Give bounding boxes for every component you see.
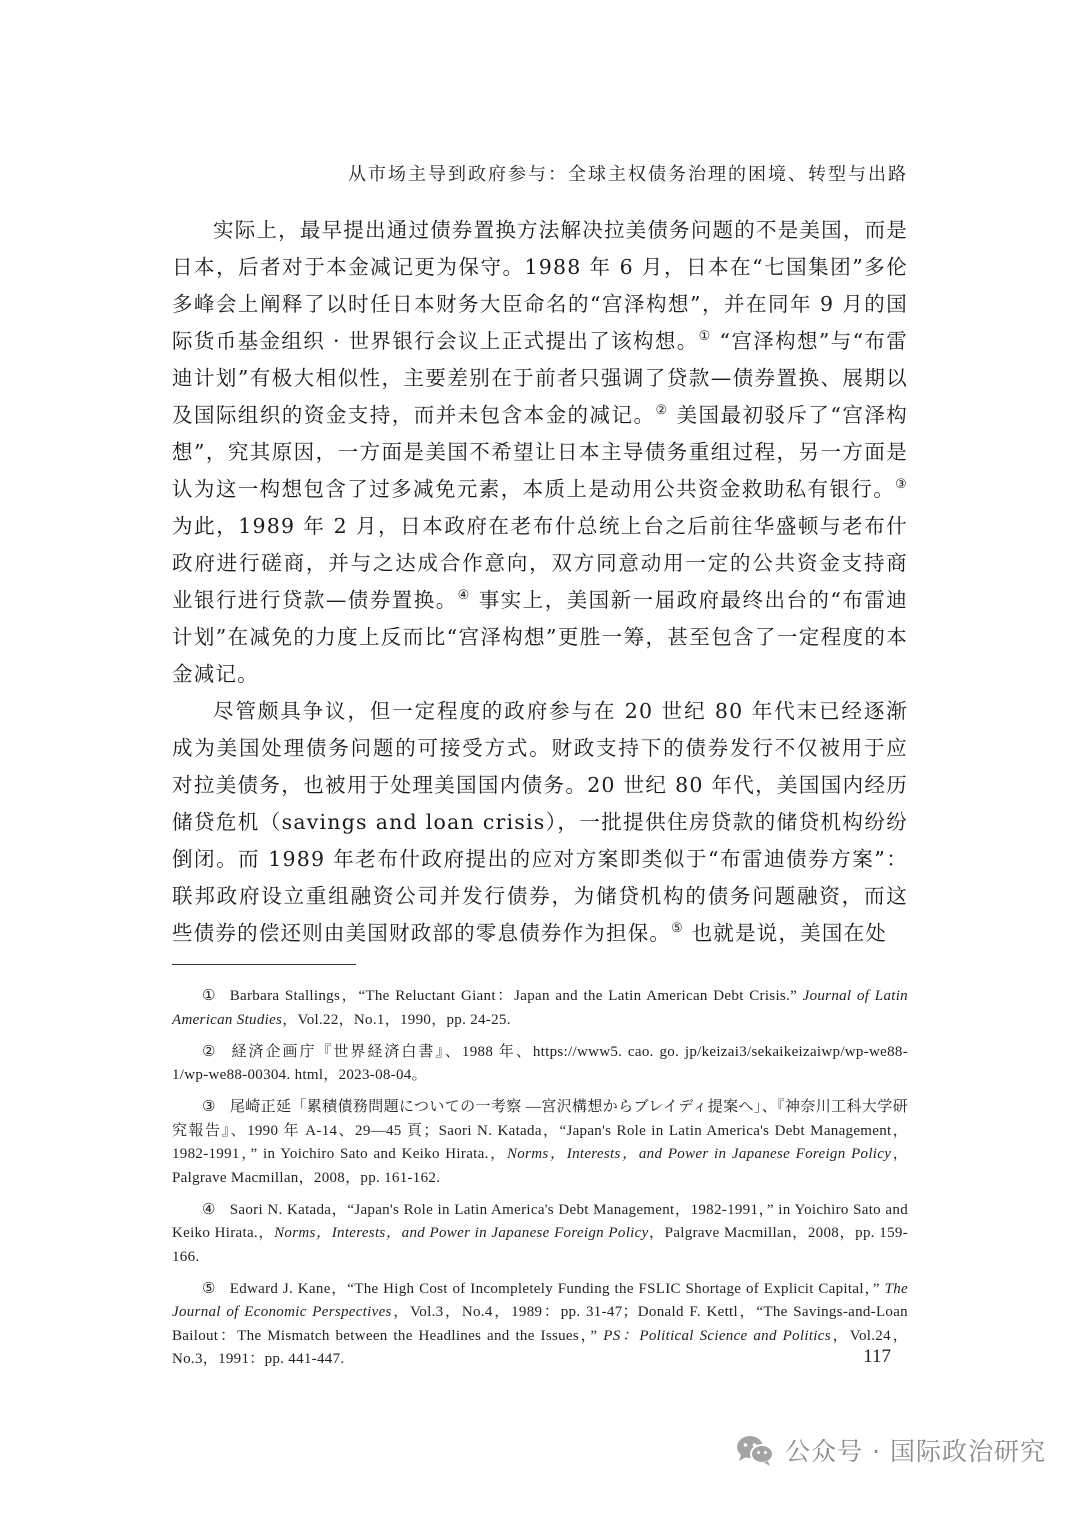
footnote: ① Barbara Stallings，“The Reluctant Giant：Japan and the Latin American Debt Crisis.” Journal of Latin American Studies，Vol.22，No.1，1990，pp. 24-25.	[172, 985, 908, 1032]
footnote-number: ②	[202, 1043, 216, 1060]
italic-title: Norms，Interests，and Power in Japanese Foreign Policy	[274, 1225, 649, 1241]
paragraph: 尽管颇具争议，但一定程度的政府参与在 20 世纪 80 年代末已经逐渐成为美国处理债务问题的可接受方式。财政支持下的债券发行不仅被用于应对拉美债务，也被用于处理美国国内债务。20 世纪 80 年代，美国国内经历储贷危机（savings and loan crisis），一批提供住房贷款的储贷机构纷纷倒闭。而 1989 年老布什政府提出的应对方案即类似于“布雷迪债券方案”：联邦政府设立重组融资公司并发行债券，为储贷机构的债务问题融资，而这些债券的偿还则由美国财政部的零息债券作为担保。⑤ 也就是说，美国在处	[172, 699, 908, 945]
footnote-number: ⑤	[202, 1280, 216, 1297]
footnote-marker: ⑤	[671, 921, 684, 937]
running-header: 从市场主导到政府参与：全球主权债务治理的困境、转型与出路	[348, 164, 908, 185]
footnote-marker: ③	[895, 477, 908, 493]
paragraph: 实际上，最早提出通过债券置换方法解决拉美债务问题的不是美国，而是日本，后者对于本金减记更为保守。1988 年 6 月，日本在“七国集团”多伦多峰会上阐释了以时任日本财务大臣命名的“宫泽构想”，并在同年 9 月的国际货币基金组织 · 世界银行会议上正式提出了该构想。① “宫泽构想”与“布雷迪计划”有极大相似性，主要差别在于前者只强调了贷款—债券置换、展期以及国际组织的资金支持，而并未包含本金的减记。② 美国最初驳斥了“宫泽构想”，究其原因，一方面是美国不希望让日本主导债务重组过程，另一方面是认为这一构想包含了过多减免元素，本质上是动用公共资金救助私有银行。③ 为此，1989 年 2 月，日本政府在老布什总统上台之后前往华盛顿与老布什政府进行磋商，并与之达成合作意向，双方同意动用一定的公共资金支持商业银行进行贷款—债券置换。④ 事实上，美国新一届政府最终出台的“布雷迪计划”在减免的力度上反而比“宫泽构想”更胜一筹，甚至包含了一定程度的本金减记。	[172, 218, 908, 686]
italic-title: PS：Political Science and Politics	[603, 1327, 831, 1344]
footnote-number: ①	[202, 988, 216, 1004]
italic-title: Journal of Latin American Studies	[172, 988, 908, 1028]
footnote-marker: ①	[698, 329, 712, 345]
footnote-divider	[172, 964, 356, 965]
footnote: ② 経済企画庁『世界経済白書』、1988 年、https://www5. cao. go. jp/keizai3/sekaikeizaiwp/wp-we88-1/wp-we88-00304. html，2023-08-04。	[172, 1041, 908, 1088]
wechat-icon	[735, 1433, 775, 1467]
footnote: ⑤ Edward J. Kane，“The High Cost of Incompletely Funding the FSLIC Shortage of Explicit Capital，” The Journal of Economic Perspectives，Vol.3，No.4，1989：pp. 31-47；Donald F. Kettl，“The Savings-and-Loan Bailout：The Mismatch between the Headlines and the Issues，” PS：Political Science and Politics，Vol.24，No.3，1991：pp. 441-447.	[172, 1278, 908, 1372]
footnote: ④ Saori N. Katada，“Japan's Role in Latin America's Debt Management，1982-1991，” in Yoichiro Sato and Keiko Hirata.，Norms，Interests，and Power in Japanese Foreign Policy，Palgrave Macmillan，2008，pp. 159-166.	[172, 1199, 908, 1270]
watermark-text: 公众号 · 国际政治研究	[785, 1437, 1046, 1466]
italic-title: Norms，Interests，and Power in Japanese Foreign Policy	[506, 1146, 892, 1162]
footnote-marker: ④	[457, 588, 471, 604]
italic-title: The Journal of Economic Perspectives	[172, 1280, 908, 1320]
footnote-number: ④	[202, 1201, 216, 1218]
main-text	[172, 212, 908, 952]
page-number: 117	[863, 1346, 891, 1367]
footnote: ③ 尾崎正延「累積債務問題についての一考察 —宮沢構想からブレイディ提案へ」、『神奈川工科大学研究報告』、1990 年 A-14、29—45 頁；Saori N. Katada，“Japan's Role in Latin America's Debt Management，1982-1991，” in Yoichiro Sato and Keiko Hirata.，Norms，Interests，and Power in Japanese Foreign Policy，Palgrave Macmillan，2008，pp. 161-162.	[172, 1096, 908, 1190]
footnotes	[172, 985, 908, 1380]
footnote-marker: ②	[655, 403, 669, 419]
footnote-number: ③	[202, 1099, 216, 1115]
watermark	[735, 1432, 1046, 1468]
